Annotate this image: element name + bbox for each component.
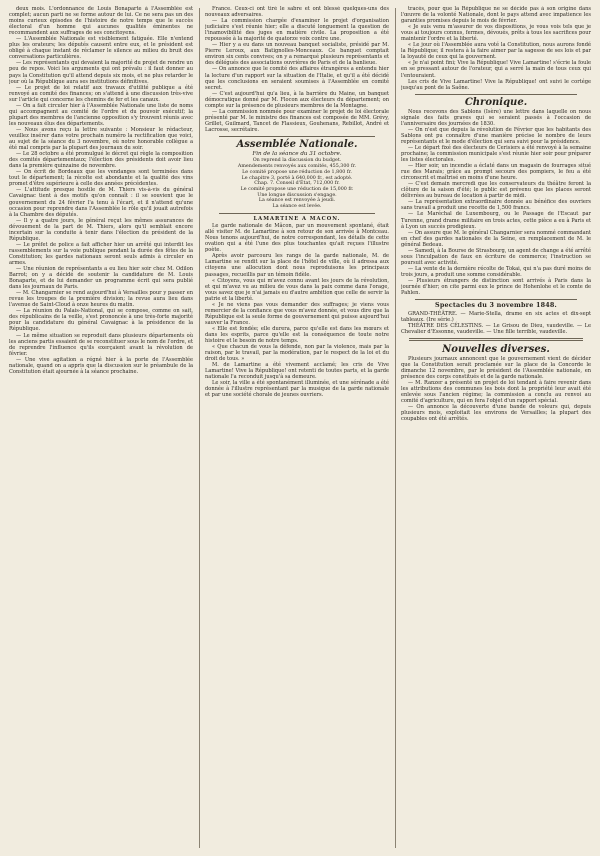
article-paragraph: France. Ceux-ci ont tiré le sabre et ont blessé quelques-uns des nouveaux adversaires. (205, 6, 389, 19)
theatre-listing: GRAND-THÉÂTRE. — Marie-Stella, drame en six actes et dix-sept tableaux. (Ire série.) (401, 310, 591, 323)
article-paragraph: — Une réunion de représentants a eu lieu hier soir chez M. Odilon Barrot; on y a décidé de soutenir la candidature de M. Louis Bonaparte, et de lui demander un programme écrit qui sera publié dans les journaux de Paris. (9, 266, 193, 291)
summary-line: Amendements renvoyés aux comités, 455,300 fr. (237, 164, 357, 170)
article-paragraph: — La réunion du Palais-National, qui se compose, comme on sait, des républicains de la veille, s'est prononcée à une très-forte majorité pour la candidature du général Cavaignac à la présidence de la République. (9, 308, 193, 333)
article-paragraph: deux mois. L'ordonnance de Louis Bonaparte à l'Assemblée est complet; aucun parti ne se forme autour de lui. Ce ne sera pas un des moins curieux épisodes de l'histoire de notre temps que le succès électoral d'un homme qui aucunes qualités éminentes ne recommandent aux suffrages de ses concitoyens. (9, 6, 193, 37)
article-paragraph: — Le même situation se reproduit dans plusieurs départements où les anciens partis essaient de se reconstituer sous le nom de l'ordre, et de reprendre l'influence qu'ils exerçaient avant la révolution de février. (9, 332, 193, 357)
summary-line: Le comité propose une réduction de 1,800 fr. (242, 169, 352, 175)
column-divider (395, 8, 396, 848)
section-title-nouvelles: Nouvelles diverses. (442, 343, 550, 355)
article-paragraph: — Le projet de loi relatif aux travaux d'utilité publique a été renvoyé au comité des finances; on s'attend à une discussion très-vive sur l'article qui concerne les chemins de fer et les canaux. (9, 84, 193, 103)
section-title-assemblee: Assemblée Nationale. (236, 138, 358, 150)
article-paragraph: — M. Changarnier se rend aujourd'hui à Versailles pour y passer en revue les troupes de la première division; la revue aura lieu dans l'avenue de Saint-Cloud à onze heures du matin. (9, 290, 193, 309)
article-paragraph: Les cris de Vive Lamartine! Vive la République! ont suivi le cortége jusqu'au pont de la Saône. (401, 78, 591, 91)
column-3 (401, 6, 591, 850)
article-paragraph: — Plusieurs étrangers de distinction sont arrivés à Paris dans la journée d'hier; on cite parmi eux le prince de Hohenlohe et le comte de Pahlen. (401, 277, 591, 297)
article-paragraph: — On annonce que le comité des affaires étrangères a entendu hier la lecture d'un rapport sur la situation de l'Italie, et qu'il a été décidé que les conclusions en seraient soumises à l'Assemblée en comité secret. (205, 66, 389, 91)
column-1-articles (9, 6, 193, 375)
article-paragraph: tracés, pour que la République ne se décide pas à son origine dans l'œuvre de la volonté Nationale, dont le pays attend avec impatience les garanties promises depuis le mois de février. (401, 6, 591, 25)
article-paragraph: — Le 28 octobre a été promulgué le décret qui règle la composition des comités départementaux; l'élection des présidents doit avoir lieu dans la première quinzaine de novembre. (9, 151, 193, 170)
article-heading-lamartine: LAMARTINE A MACON. (253, 215, 341, 222)
summary-line: Chap. 7. Conseil d'État, 712,000 fr. (254, 181, 340, 187)
section-rule (409, 338, 583, 341)
article-paragraph: — On annonce la découverte d'une bande de voleurs qui, depuis plusieurs mois, exploitait les environs de Versailles; la plupart des coupables ont été arrêtés. (401, 404, 591, 423)
article-paragraph: — On assure que M. le général Changarnier sera nommé commandant en chef des gardes nationales de la Seine, en remplacement de M. le général Bedeau. (401, 229, 591, 248)
summary-line: La séance est levée. (272, 204, 322, 210)
article-paragraph: Le soir, la ville a été spontanément illuminée, et une sérénade a été donnée à l'illustre représentant par la musique de la garde nationale et par une société chorale de jeunes ouvriers. (205, 380, 389, 399)
section-rule (219, 136, 375, 137)
article-paragraph: — Le préfet de police a fait afficher hier un arrêté qui interdit les rassemblements sur la voie publique pendant la durée des fêtes de la Constitution; les gardes nationaux seront seuls admis à circuler en armes. (9, 241, 193, 266)
column-2 (205, 6, 389, 850)
article-paragraph: — La commission chargée d'examiner le projet d'organisation judiciaire s'est réunie hier; elle a discuté longuement la question de l'inamovibilité des juges en matière civile. La proposition a été repoussée à la majorité de quatorze voix contre une. (205, 18, 389, 43)
theatre-listings-title: Spectacles du 3 novembre 1848. (435, 301, 557, 310)
article-paragraph: Plusieurs journaux annoncent que le gouvernement vient de décider que la Constitution serait proclamée sur la place de la Concorde le dimanche 12 novembre, par le président de l'Assemblée nationale, en présence des corps constitués et de la garde nationale. (401, 355, 591, 380)
article-paragraph: — Hier y a eu dans un nouveau banquet socialiste, présidé par M. Pierre Leroux, aux Batignolles-Monceaux. Ce banquet comptait environ six cents convives; on y a remarqué plusieurs représentants et des délégués des associations ouvrières de Paris et de la banlieue. (205, 42, 389, 67)
column-divider (199, 8, 200, 848)
section-rule (219, 213, 375, 214)
budget-summary (205, 158, 389, 209)
article-paragraph: « Elle est fondée; elle durera, parce qu'elle est dans les mœurs et dans les esprits, parce qu'elle est la conséquence de toute notre histoire et le besoin de notre temps. (205, 325, 389, 345)
section-title-chronique: Chronique. (464, 96, 528, 108)
summary-line: La séance est renvoyée à jeudi. (258, 198, 336, 204)
column-1 (9, 6, 193, 850)
article-paragraph: « Que chacun de vous la défende, non par la violence, mais par la raison, par le travail, par la modération, par le respect de la loi et du droit de tous. » (205, 344, 389, 363)
article-paragraph: M. de Lamartine a été vivement acclamé; les cris de Vive Lamartine! Vive la République! ont retenti de toutes parts, et la garde nationale l'a reconduit jusqu'à sa demeure. (205, 362, 389, 381)
article-paragraph: « Je n'ai point fini; Vive la République! Vive Lamartine! s'écrie la foule en se pressant autour de l'orateur, qui a serré la main de tous ceux qui l'entouraient. (401, 60, 591, 79)
article-paragraph: — L'Assemblée Nationale est visiblement fatiguée. Elle n'entend plus les orateurs; les députés causent entre eux, et le président est obligé à chaque instant de réclamer le silence au milieu du bruit des conversations particulières. (9, 36, 193, 61)
summary-line: On reprend la discussion du budget. (252, 158, 342, 164)
article-paragraph: — La représentation extraordinaire donnée au bénéfice des ouvriers sans travail a produit une recette de 1,500 francs. (401, 199, 591, 212)
article-paragraph: — C'est aujourd'hui qu'a lieu, à la barrière du Maine, un banquet démocratique donné par M. Flocon aux électeurs du département; on compte sur la présence de plusieurs membres de la Montagne. (205, 90, 389, 109)
article-paragraph: — Le départ fixé des électeurs de Cerisiers a été renvoyé à la semaine prochaine; la commission municipale s'est réunie hier soir pour préparer les listes électorales. (401, 144, 591, 164)
article-paragraph: — Nous avons reçu la lettre suivante : Monsieur le rédacteur, veuillez insérer dans votre prochain numéro la rectification que voici, au sujet de la séance du 3 novembre, où notre honorable collègue a été mal compris par la plupart des journaux du soir. (9, 126, 193, 152)
summary-line: Le chapitre 3, porté à 640,000 fr., est adopté. (241, 175, 353, 181)
article-paragraph: — Une vive agitation a régné hier à la porte de l'Assemblée nationale, quand on a appris que la discussion sur le préambule de la Constitution était ajournée à la séance prochaine. (9, 356, 193, 375)
article-paragraph: — La commission nommée pour examiner le projet de loi électorale présenté par M. le ministre des finances est composée de MM. Grévy, Grillet, Guilmard, Tancet de Flassieux, Gouhenans, Rebillot, André et Lacrosse, secrétaire. (205, 108, 389, 133)
article-paragraph: — Samedi, à la Bourse de Strasbourg, un agent de change a été arrêté sous l'inculpation de faux en écriture de commerce; l'instruction se poursuit avec activité. (401, 247, 591, 266)
article-paragraph: — Il y a quatre jours, le général reçut les mêmes assurances de dévouement de la part de M. Thiers, alors qu'il semblait encore incertain sur la conduite à tenir dans l'élection du président de la République. (9, 217, 193, 242)
article-paragraph: — Les représentants qui devaient la majorité du projet de rendre un peu de repos. Voici les arguments qui ont prévalu : il faut donner au pays la Constitution qu'il attend depuis six mois, et ne plus retarder le jour où la République aura ses institutions définitives. (9, 60, 193, 85)
section-rule (415, 299, 577, 300)
article-paragraph: — Hier soir, un incendie a éclaté dans un magasin de fourrages situé rue des Marais; grâce au prompt secours des pompiers, le feu a été circonscrit et maîtrisé en moins d'une heure. (401, 163, 591, 182)
article-paragraph: — M. Ranzer a présenté un projet de loi tendant à faire revenir dans les attributions des communes les bois dont la propriété leur avait été enlevée sous l'ancien régime; la commission a conclu au renvoi au comité d'agriculture, qui en fera l'objet d'un rapport spécial. (401, 379, 591, 405)
summary-line: Une longue discussion s'engage. (257, 192, 337, 198)
summary-line: Le comité propose une réduction de 15,000 fr. (240, 186, 354, 192)
article-paragraph: — On n'est que depuis la révolution de Février que les habitants des Sablons ont pu connaître d'une manière précise le nombre de leurs représentants et le mode d'élection qui sera suivi pour la présidence. (401, 126, 591, 145)
article-paragraph: — Le Maréchal de Luxembourg, ou le Passage de l'Escaut par Turenne, grand drame militaire en trois actes, cette pièce a eu à Paris et à Lyon un succès prodigieux. (401, 211, 591, 230)
article-paragraph: — On a fait circuler hier à l'Assemblée Nationale une liste de noms qui accompagnent au comité de l'ordre et du pouvoir exécutif; la plupart des membres de l'ancienne opposition s'y trouvent réunis avec les nouveaux élus des départements. (9, 102, 193, 127)
section-subtitle: Fin de la séance du 31 octobre. (252, 150, 342, 157)
section-rule (415, 94, 577, 95)
article-paragraph: Nous recevons des Sablons (Isère) une lettre dans laquelle on nous signale des faits graves qui se seraient passés à l'occasion de l'anniversaire des journées de 1830. (401, 108, 591, 127)
article-paragraph: Après avoir parcouru les rangs de la garde nationale, M. de Lamartine se rendit sur la place de l'hôtel de ville, où il adressa aux citoyens une allocution dont nous reproduisons les principaux passages, recueillis par un témoin fidèle. (205, 253, 389, 278)
article-paragraph: — On écrit de Bordeaux que les vendanges sont terminées dans tout le département; la récolte est abondante et la qualité des vins promet d'être supérieure à celle des années précédentes. (9, 169, 193, 188)
article-paragraph: « Citoyens, vous qui m'avez connu avant les jours de la révolution, et qui m'avez vu au milieu de vous dans la paix comme dans l'orage, vous savez que je n'ai jamais eu d'autre ambition que celle de servir la patrie et la liberté. (205, 277, 389, 302)
article-paragraph: — C'est demain mercredi que les conservateurs du théâtre feront la clôture de la saison d'été; le public est prévenu que les places seront délivrées au bureau de location à partir de midi. (401, 181, 591, 200)
article-paragraph: — L'attitude presque hostile de M. Thiers vis-à-vis du général Cavaignac tient à des motifs qu'on connaît : il se souvient que le gouvernement du 24 février l'a tenu à l'écart, et il n'attend qu'une occasion pour reprendre dans l'Assemblée le rôle qu'il jouait autrefois à la Chambre des députés. (9, 187, 193, 218)
article-paragraph: — La vente de la dernière récolte de Tokai, qui n'a pas duré moins de trois jours, a produit une somme considérable. (401, 265, 591, 278)
theatre-listing: THÉÂTRE DES CÉLESTINS. — Le Grisou de Dieu, vaudeville. — Le Chevalier d'Essonne, vaudeville. — Une fille terrible, vaudeville. (401, 322, 591, 335)
article-paragraph: « Le jour où l'Assemblée aura voté la Constitution, nous aurons fondé la République; il restera à la faire aimer par la sagesse de ses lois et par la loyauté de ceux qui la gouvernent. (401, 42, 591, 61)
article-paragraph: « Je suis venu m'assurer de vos dispositions, je vous vois tels que je vous ai toujours connus, fermes, dévoués, prêts à tous les sacrifices pour maintenir l'ordre et la liberté. (401, 24, 591, 43)
article-paragraph: Le garde nationale de Mâcon, par un mouvement spontané, était allé visiter M. de Lamartine à son retour de son arrivée à Montceau. Nous tenons aujourd'hui, de notre correspondant, les détails de cette ovation qui a été l'une des plus touchantes qu'ait reçues l'illustre poète. (205, 223, 389, 254)
article-paragraph: « Je ne viens pas vous demander des suffrages; je viens vous remercier de la confiance que vous m'avez donnée, et vous dire que la République est la seule forme de gouvernement qui puisse aujourd'hui sauver la France. (205, 301, 389, 326)
